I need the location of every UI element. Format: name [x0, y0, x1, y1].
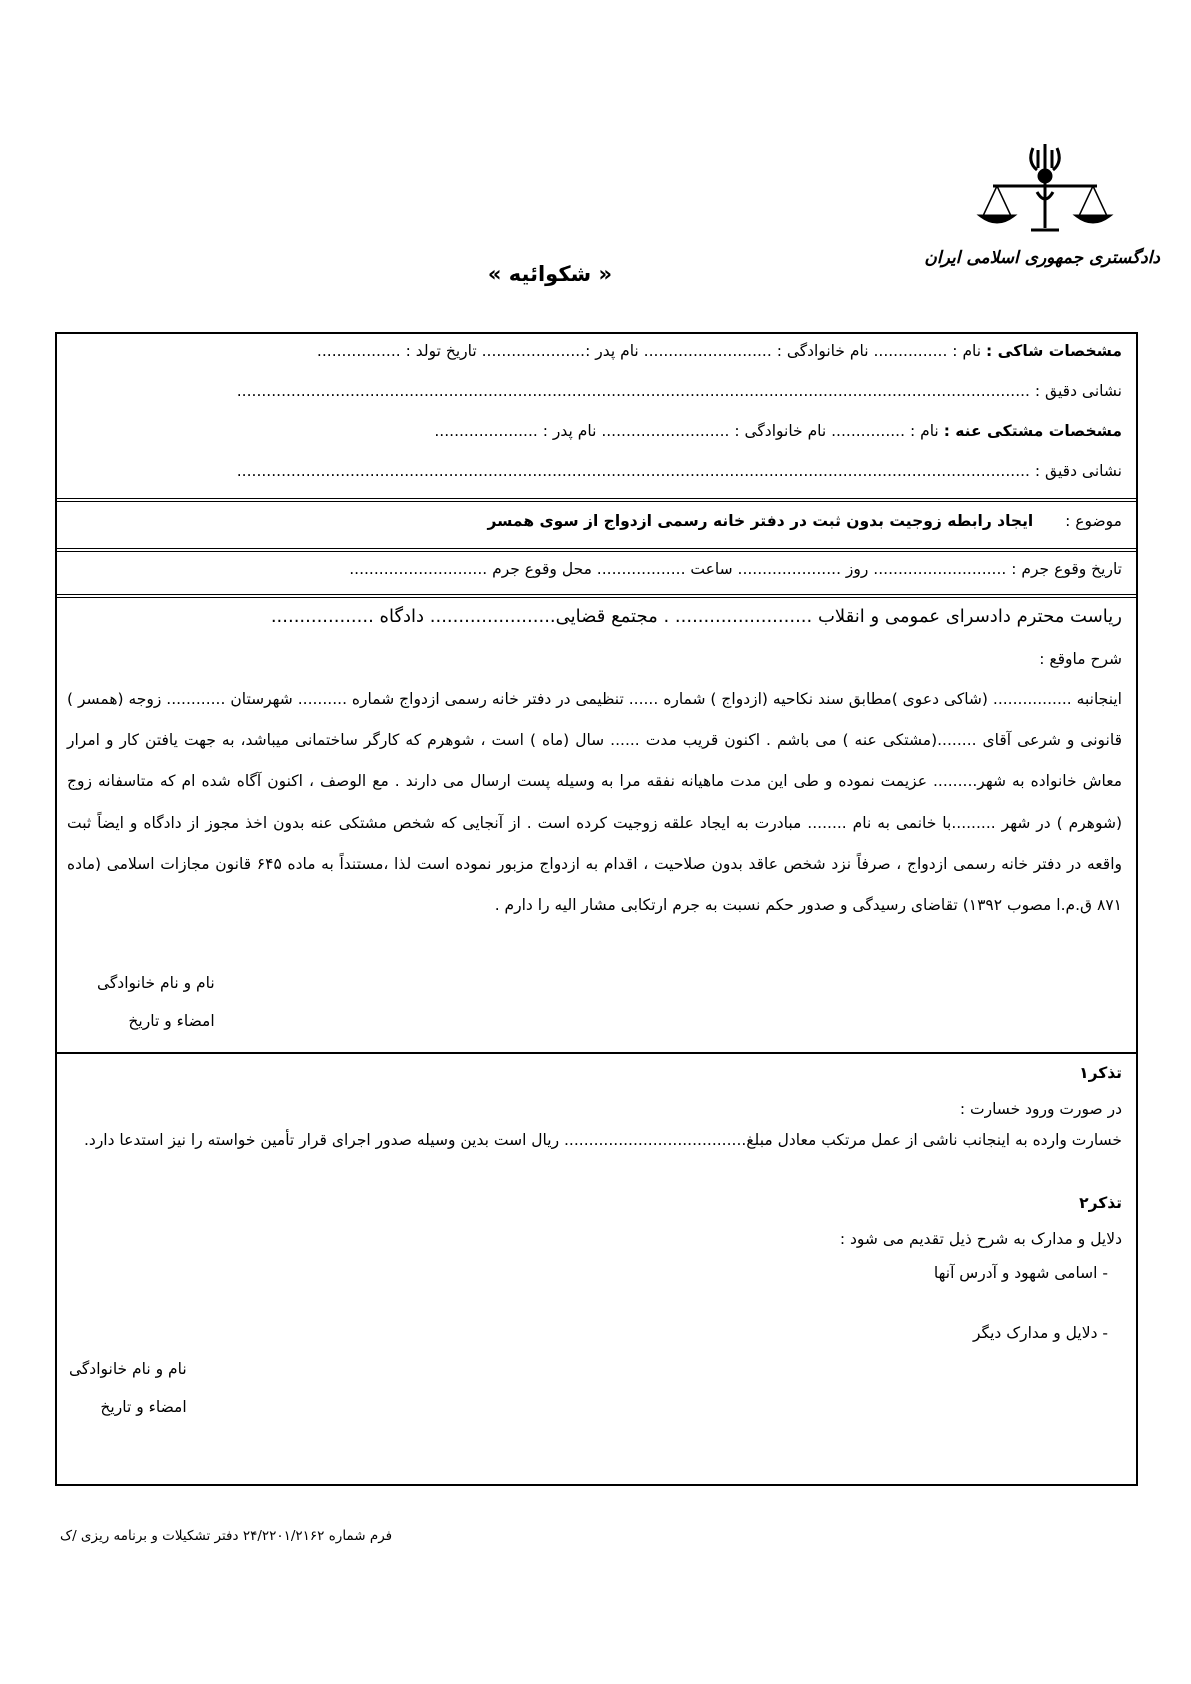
form-number-footer: فرم شماره ۲۴/۲۲۰۱/۲۱۶۲ دفتر تشکیلات و برنامه ریزی /ک	[60, 1528, 393, 1544]
signature-name-label: نام و نام خانوادگی	[69, 1360, 187, 1378]
signature-name-label: نام و نام خانوادگی	[97, 974, 215, 992]
note2-title: تذکر۲	[1079, 1194, 1122, 1212]
note2-item-evidence: - دلایل و مدارک دیگر	[972, 1324, 1108, 1342]
note1-title: تذکر۱	[1079, 1064, 1122, 1082]
scales-emblem-icon	[975, 140, 1115, 250]
document-title: « شکوائیه »	[487, 262, 613, 286]
signature-block-1	[97, 964, 215, 1040]
accused-label: مشخصات مشتکی عنه :	[943, 422, 1122, 440]
subject-text: ایجاد رابطه زوجیت بدون ثبت در دفتر خانه رسمی ازدواج از سوی همسر	[487, 512, 1034, 530]
subject-row	[488, 512, 1122, 530]
complainant-info	[317, 342, 1122, 360]
signature-block-2	[69, 1350, 187, 1426]
divider	[57, 548, 1136, 552]
note2-intro: دلایل و مدارک به شرح ذیل تقدیم می شود :	[839, 1230, 1122, 1248]
signature-sign-label: امضاء و تاریخ	[100, 1398, 187, 1416]
accused-address[interactable]: نشانی دقیق : .................................................................................................................................................................	[236, 462, 1122, 480]
incident-details[interactable]: تاریخ وقوع جرم : ........................... روز ..................... ساعت .................. محل وقوع جرم ............................	[349, 560, 1122, 578]
signature-sign-label: امضاء و تاریخ	[128, 1012, 215, 1030]
divider	[57, 594, 1136, 598]
divider	[57, 1052, 1136, 1054]
complainant-fields[interactable]: نام : ............... نام خانوادگی : .......................... نام پدر :..................... تاریخ تولد : .................	[316, 342, 982, 360]
accused-fields[interactable]: نام : ............... نام خانوادگی : .......................... نام پدر : .....................	[434, 422, 939, 440]
judiciary-emblem	[924, 140, 1160, 290]
addressee: ریاست محترم دادسرای عمومی و انقلاب ........................ . مجتمع قضایی...................... دادگاه ..................	[270, 606, 1122, 627]
complainant-address[interactable]: نشانی دقیق : .................................................................................................................................................................	[236, 382, 1122, 400]
note1-intro: در صورت ورود خسارت :	[959, 1100, 1122, 1118]
note1-body: خسارت وارده به اینجانب ناشی از عمل مرتکب معادل مبلغ..................................... ریال است بدین وسیله صدور اجرای قرار تأمین خواسته را نیز استدعا دارد.	[83, 1131, 1122, 1149]
organization-name: دادگستری جمهوری اسلامی ایران	[924, 248, 1160, 268]
subject-label: موضوع :	[1065, 512, 1122, 530]
divider	[57, 498, 1136, 502]
accused-info	[434, 422, 1122, 440]
complainant-label: مشخصات شاکی :	[986, 342, 1122, 360]
narrative-heading: شرح ماوقع :	[1039, 650, 1122, 668]
complaint-form	[55, 332, 1138, 1486]
note2-item-witnesses: - اسامی شهود و آدرس آنها	[933, 1264, 1108, 1282]
narrative-body: اینجانبه ................ (شاکی دعوی )مطابق سند نکاحیه (ازدواج ) شماره ...... تنظیمی در دفتر خانه رسمی ازدواج شماره .......... شهرستان ............ زوجه (همسر ) قانونی و شرعی آقای ........(مشتکی عنه ) می باشم . اکنون قریب مدت ...... سال (ماه ) است ، شوهرم که کارگر ساختمانی میباشد، به جهت یافتن کار و امرار معاش خانواده به شهر......... عزیمت نموده و طی این مدت ماهیانه نفقه مرا به وسیله پست ارسال می دارند . مع الوصف ، اکنون آگاه شده ام که متاسفانه زوج (شوهرم ) در شهر .........با خانمی به نام ........ مبادرت به ایجاد علقه زوجیت کرده است . از آنجایی که شخص مشتکی عنه بدون اخذ مجوز از دادگاه و ایضاً ثبت واقعه در دفتر خانه رسمی ازدواج ، صرفاً نزد شخص عاقد بدون صلاحیت ، اقدام به ازدواج مزبور نموده است لذا ،مستنداً به ماده ۶۴۵ قانون مجازات اسلامی (ماده ۸۷۱ ق.م.ا مصوب ۱۳۹۲) تقاضای رسیدگی و صدور حکم نسبت به جرم ارتکابی مشار الیه را دارم .	[67, 690, 1122, 915]
